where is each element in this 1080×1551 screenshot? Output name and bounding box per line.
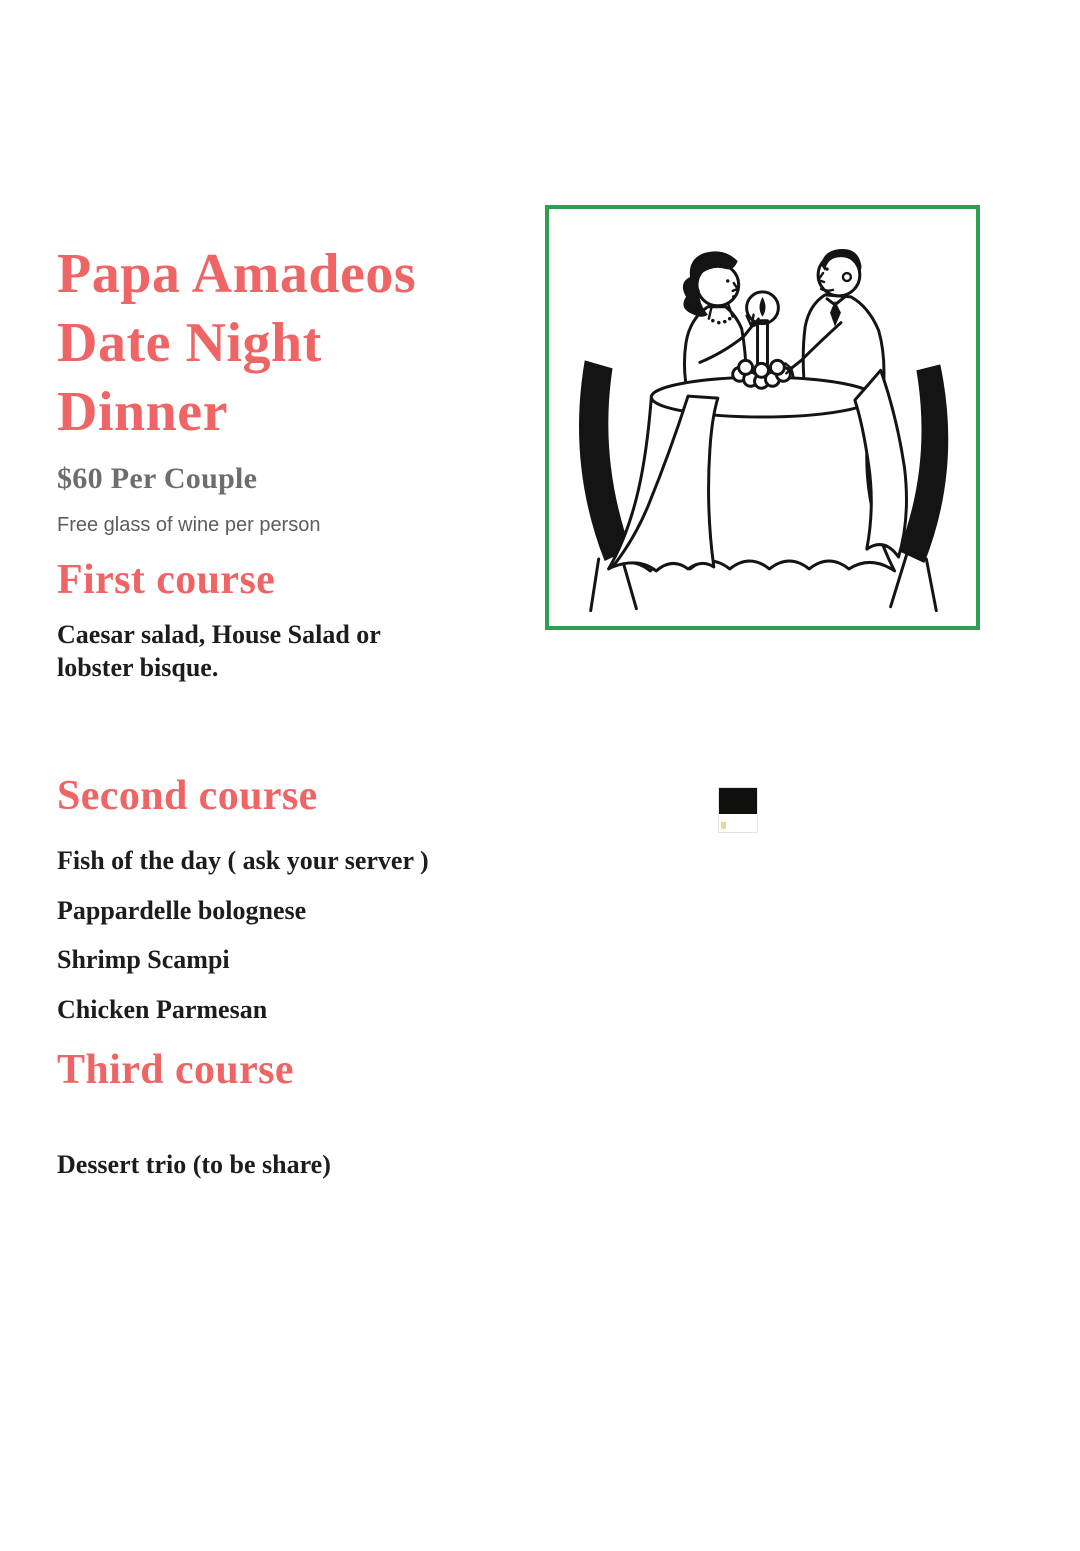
second-course-item: Shrimp Scampi [57, 945, 230, 974]
first-course-heading: First course [57, 557, 276, 603]
price-per-couple: $60 Per Couple [57, 462, 258, 495]
third-course-item: Dessert trio (to be share) [57, 1150, 331, 1179]
first-course-item: Caesar salad, House Salad or lobster bisque. [57, 620, 381, 682]
second-course-heading: Second course [57, 773, 318, 819]
thumbnail-highlight-mark [721, 822, 726, 829]
wine-note: Free glass of wine per person [57, 514, 321, 536]
small-image-thumbnail[interactable] [718, 787, 758, 833]
couple-dining-line-art-svg [549, 209, 976, 626]
second-course-item: Fish of the day ( ask your server ) [57, 846, 429, 875]
second-course-item: Chicken Parmesan [57, 995, 268, 1024]
thumbnail-dark-area [719, 788, 757, 814]
couple-dining-illustration[interactable] [545, 205, 980, 630]
third-course-heading: Third course [57, 1047, 294, 1093]
second-course-item: Pappardelle bolognese [57, 896, 307, 925]
page-title: Papa Amadeos Date Night Dinner [57, 243, 417, 443]
